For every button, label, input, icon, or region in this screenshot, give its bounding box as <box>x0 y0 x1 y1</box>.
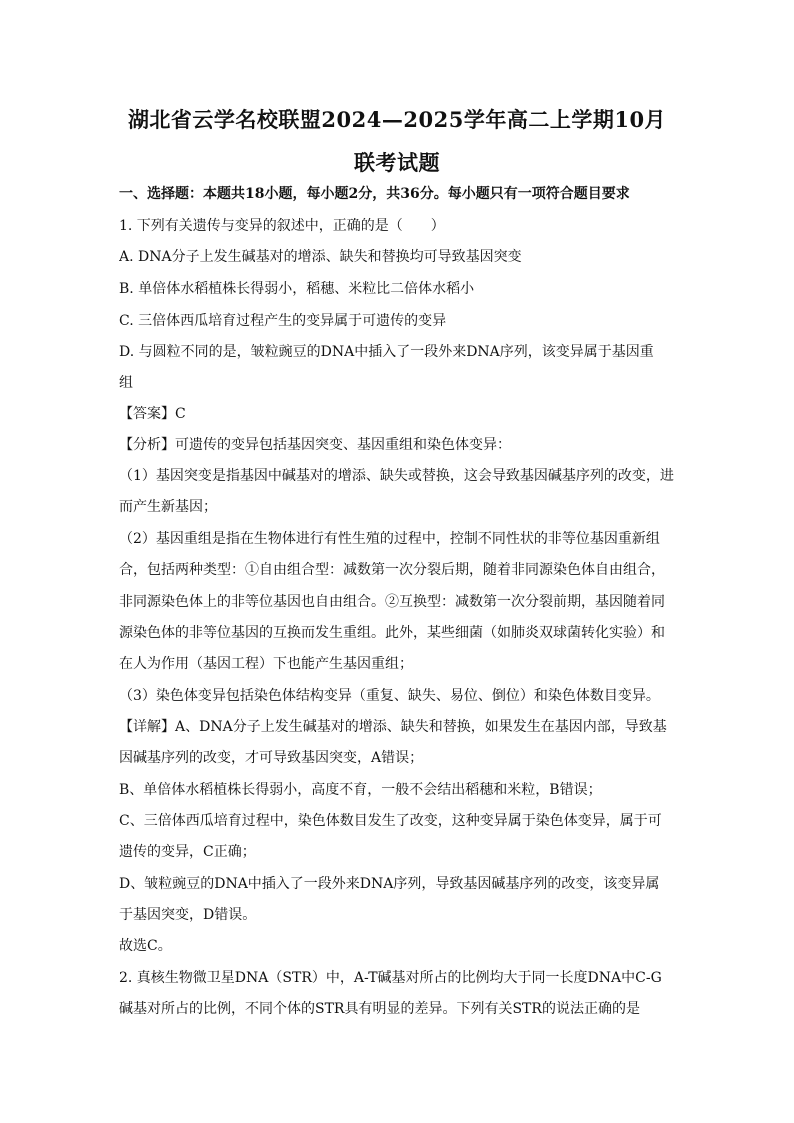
analysis-line: 非同源染色体上的非等位基因也自由组合。②互换型：减数第一次分裂前期，基因随着同 <box>119 594 665 610</box>
explanation-line: B、单倍体水稻植株长得弱小，高度不育，一般不会结出稻穗和米粒，B错误； <box>119 782 602 798</box>
analysis-heading: 【分析】可遗传的变异包括基因突变、基因重组和染色体变异： <box>119 437 511 453</box>
analysis-line: 合，包括两种类型：①自由组合型：减数第一次分裂后期，随着非同源染色体自由组合， <box>119 562 665 578</box>
explanation-line: 因碱基序列的改变，才可导致基因突变，A错误； <box>119 750 424 766</box>
conclusion-line: 故选C。 <box>119 938 172 954</box>
document-title-line2: 联考试题 <box>354 150 440 175</box>
document-title-line1: 湖北省云学名校联盟2024—2025学年高二上学期10月 <box>127 107 667 132</box>
question-2-stem-continued: 碱基对所占的比例，不同个体的STR具有明显的差异。下列有关STR的说法正确的是 <box>119 1001 640 1017</box>
explanation-line: C、三倍体西瓜培育过程中，染色体数目发生了改变，这种变异属于染色体变异，属于可 <box>119 813 662 829</box>
option-d-continued: 组 <box>119 375 133 391</box>
analysis-line: （3）染色体变异包括染色体结构变异（重复、缺失、易位、倒位）和染色体数目变异。 <box>119 688 660 704</box>
explanation-line: 【详解】A、DNA分子上发生碱基对的增添、缺失和替换，如果发生在基因内部，导致基 <box>119 719 667 735</box>
analysis-line: （1）基因突变是指基因中碱基对的增添、缺失或替换，这会导致基因碱基序列的改变，进 <box>119 468 674 484</box>
analysis-line: 而产生新基因； <box>119 499 217 515</box>
option-d: D. 与圆粒不同的是，皱粒豌豆的DNA中插入了一段外来DNA序列，该变异属于基因重 <box>119 344 654 360</box>
explanation-line: D、皱粒豌豆的DNA中插入了一段外来DNA序列，导致基因碱基序列的改变，该变异属 <box>119 876 660 892</box>
explanation-line: 遗传的变异，C正确； <box>119 844 256 860</box>
explanation-line: 于基因突变，D错误。 <box>119 907 257 923</box>
analysis-line: 在人为作用（基因工程）下也能产生基因重组； <box>119 656 413 672</box>
question-1-stem: 1. 下列有关遗传与变异的叙述中，正确的是（ ） <box>119 218 445 234</box>
option-a: A. DNA分子上发生碱基对的增添、缺失和替换均可导致基因突变 <box>119 249 522 265</box>
option-c: C. 三倍体西瓜培育过程产生的变异属于可遗传的变异 <box>119 313 447 329</box>
analysis-line: （2）基因重组是指在生物体进行有性生殖的过程中，控制不同性状的非等位基因重新组 <box>119 531 660 547</box>
option-b: B. 单倍体水稻植株长得弱小，稻穗、米粒比二倍体水稻小 <box>119 281 475 297</box>
section-heading: 一、选择题：本题共18小题，每小题2分，共36分。每小题只有一项符合题目要求 <box>119 186 630 202</box>
question-2-stem: 2. 真核生物微卫星DNA（STR）中，A-T碱基对所占的比例均大于同一长度DNA中C-G <box>119 970 662 986</box>
analysis-line: 源染色体的非等位基因的互换而发生重组。此外，某些细菌（如肺炎双球菌转化实验）和 <box>119 625 665 641</box>
answer-line: 【答案】C <box>119 406 186 422</box>
